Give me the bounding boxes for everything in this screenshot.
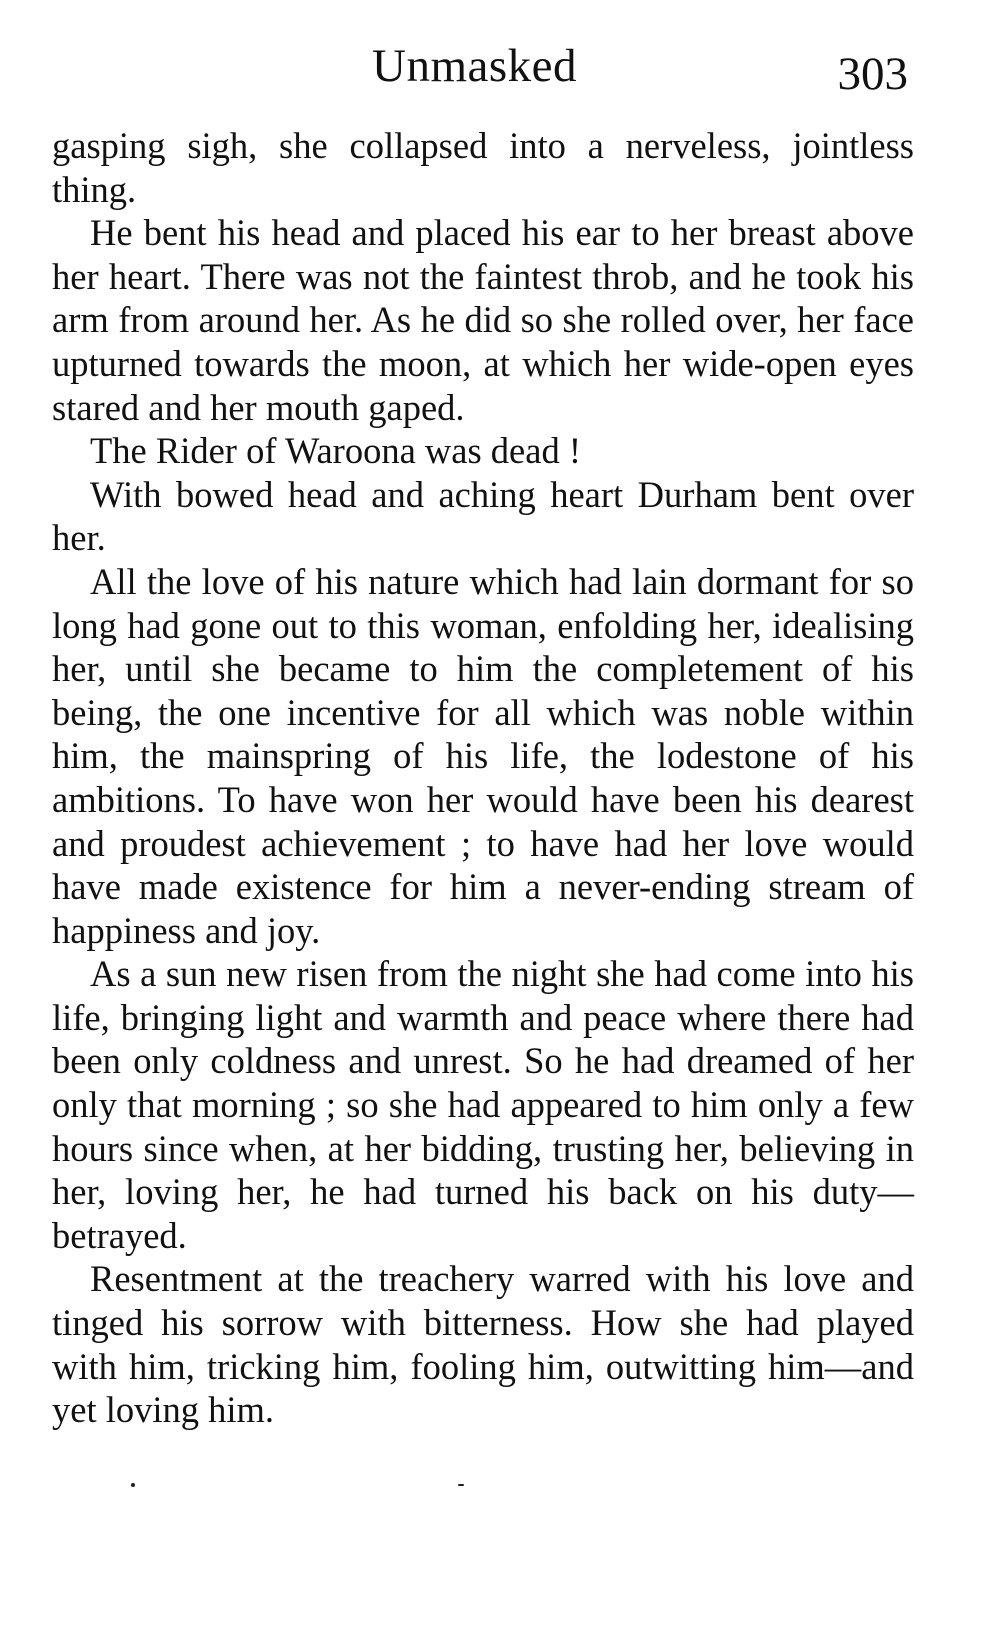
print-speck bbox=[458, 1484, 464, 1486]
body-text bbox=[52, 124, 914, 1432]
paragraph: Resentment at the treachery warred with his love and tinged his sorrow with bitterness. How she had played with him, tricking him, fooling him, outwitting him—and yet loving him. bbox=[52, 1258, 914, 1431]
page-number: 303 bbox=[837, 48, 908, 100]
paragraph: With bowed head and aching heart Durham bent over her. bbox=[52, 473, 914, 559]
paragraph: gasping sigh, she collapsed into a nerveless, jointless thing. bbox=[52, 125, 914, 210]
running-head bbox=[0, 36, 1000, 100]
paragraph: All the love of his nature which had lain dormant for so long had gone out to this woman, enfolding her, idealising her, until she became to him the completement of his being, the one incentive for all which was noble within him, the mainspring of his life, the lodestone of his ambitions. To have won her would have been his dearest and proudest achievement ; to have had her love would have made existence for him a never-ending stream of happiness and joy. bbox=[52, 560, 914, 951]
print-speck bbox=[131, 1483, 135, 1487]
paragraph: He bent his head and placed his ear to her breast above her heart. There was not the faintest throb, and he took his arm from around her. As he did so she rolled over, her face upturned towards the moon, at which her wide-open eyes stared and her mouth gaped. bbox=[52, 212, 914, 428]
paragraph: The Rider of Waroona was dead ! bbox=[90, 430, 581, 472]
paragraph: As a sun new risen from the night she had come into his life, bringing light and warmth and peace where there had been only coldness and unrest. So he had dreamed of her only that morning ; so she had appeared to him only a few hours since when, at her bidding, trusting her, believing in her, loving her, he had turned his back on his duty—betrayed. bbox=[52, 953, 914, 1256]
chapter-title: Unmasked bbox=[372, 40, 578, 92]
